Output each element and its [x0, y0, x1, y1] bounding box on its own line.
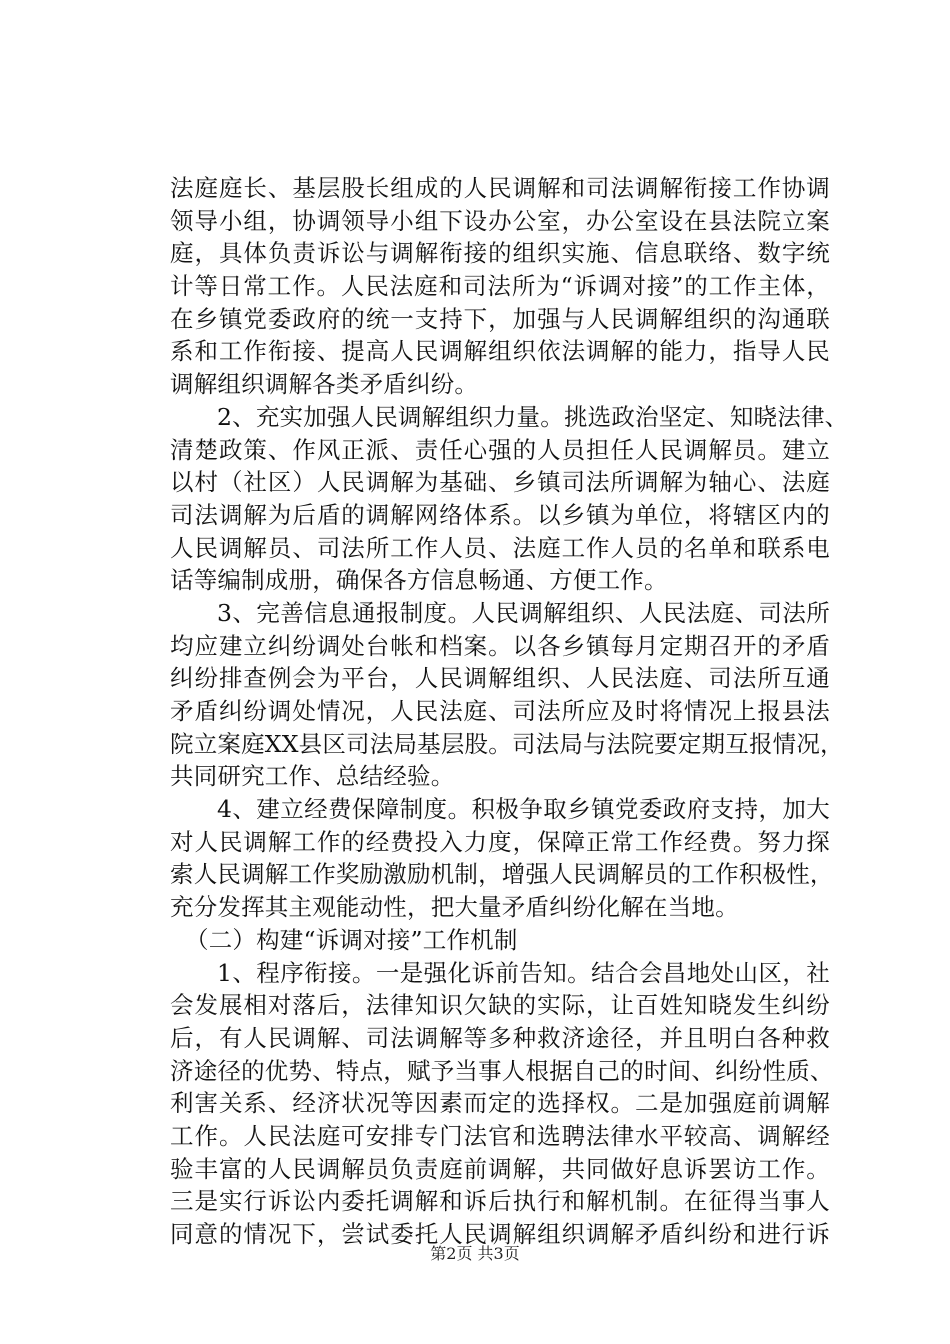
- text-line: 均应建立纠纷调处台帐和档案。以各乡镇每月定期召开的矛盾: [170, 631, 830, 660]
- text-line: 司法调解为后盾的调解网络体系。以乡镇为单位，将辖区内的: [170, 500, 830, 529]
- text-line: 后，有人民调解、司法调解等多种救济途径，并且明白各种救: [170, 1023, 830, 1052]
- text-line: 同意的情况下，尝试委托人民调解组织调解矛盾纠纷和进行诉: [170, 1220, 830, 1248]
- text-line: 对人民调解工作的经费投入力度，保障正常工作经费。努力探: [170, 827, 830, 856]
- text-line: 4、建立经费保障制度。积极争取乡镇党委政府支持，加大: [217, 795, 830, 824]
- text-line: 调解组织调解各类矛盾纠纷。: [170, 370, 479, 399]
- text-line: 话等编制成册，确保各方信息畅通、方便工作。: [170, 566, 668, 595]
- text-line: 法庭庭长、基层股长组成的人民调解和司法调解衔接工作协调: [170, 174, 830, 202]
- text-line: 系和工作衔接、提高人民调解组织依法调解的能力，指导人民: [170, 337, 830, 366]
- text-line: 3、完善信息通报制度。人民调解组织、人民法庭、司法所: [217, 598, 830, 627]
- text-line: 三是实行诉讼内委托调解和诉后执行和解机制。在征得当事人: [170, 1187, 830, 1216]
- text-line: 会发展相对落后，法律知识欠缺的实际，让百姓知晓发生纠纷: [170, 991, 830, 1020]
- text-line: 利害关系、经济状况等因素而定的选择权。二是加强庭前调解: [170, 1089, 830, 1118]
- text-line: 清楚政策、作风正派、责任心强的人员担任人民调解员。建立: [170, 435, 830, 464]
- text-line: 以村（社区）人民调解为基础、乡镇司法所调解为轴心、法庭: [170, 468, 830, 497]
- page-number-footer: 第2页 共3页: [430, 1244, 520, 1263]
- text-line: 领导小组，协调领导小组下设办公室，办公室设在县法院立案: [170, 206, 830, 235]
- text-line: 2、充实加强人民调解组织力量。挑选政治坚定、知晓法律、: [217, 402, 849, 431]
- text-line: 庭，具体负责诉讼与调解衔接的组织实施、信息联络、数字统: [170, 239, 830, 268]
- section-heading: （二）构建“诉调对接”工作机制: [185, 925, 518, 954]
- text-line: 1、程序衔接。一是强化诉前告知。结合会昌地处山区，社: [217, 958, 830, 987]
- text-line: 索人民调解工作奖励激励机制，增强人民调解员的工作积极性，: [170, 860, 834, 889]
- text-line: 计等日常工作。人民法庭和司法所为“诉调对接”的工作主体，: [170, 272, 830, 301]
- text-line: 纠纷排查例会为平台，人民调解组织、人民法庭、司法所互通: [170, 664, 830, 693]
- text-line: 工作。人民法庭可安排专门法官和选聘法律水平较高、调解经: [170, 1121, 830, 1150]
- document-body: [170, 172, 849, 1251]
- text-line: 院立案庭XX县区司法局基层股。司法局与法院要定期互报情况，: [170, 729, 844, 758]
- text-line: 人民调解员、司法所工作人员、法庭工作人员的名单和联系电: [170, 533, 830, 562]
- text-line: 矛盾纠纷调处情况，人民法庭、司法所应及时将情况上报县法: [170, 697, 830, 725]
- text-line: 济途径的优势、特点，赋予当事人根据自己的时间、纠纷性质、: [170, 1056, 834, 1085]
- text-line: 共同研究工作、总结经验。: [170, 762, 455, 791]
- text-line: 在乡镇党委政府的统一支持下，加强与人民调解组织的沟通联: [170, 304, 830, 333]
- text-line: 充分发挥其主观能动性，把大量矛盾纠纷化解在当地。: [170, 893, 739, 922]
- text-line: 验丰富的人民调解员负责庭前调解，共同做好息诉罢访工作。: [170, 1154, 830, 1183]
